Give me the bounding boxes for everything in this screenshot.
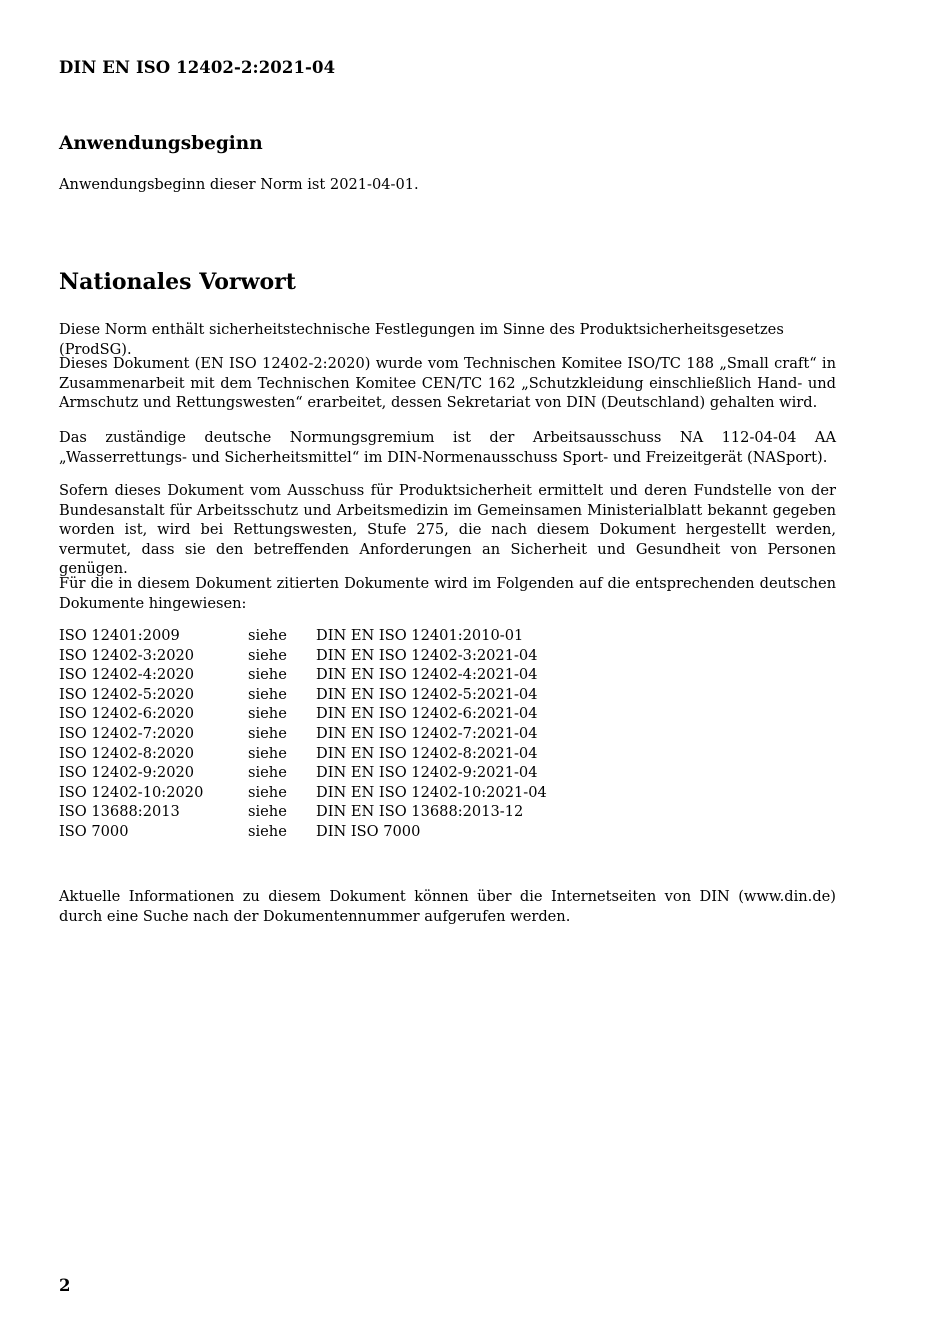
- closing-paragraph: Aktuelle Informationen zu diesem Dokument können über die Internetseiten von DIN (www.din.de) durch eine Suche nach der Dokumentennummer aufgerufen werden.: [59, 888, 836, 925]
- iso-reference: ISO 12401:2009: [59, 627, 180, 644]
- reference-table: [59, 626, 547, 842]
- iso-reference: ISO 7000: [59, 822, 129, 840]
- iso-reference: ISO 12402-3:2020: [59, 646, 195, 664]
- vorwort-paragraph: Für die in diesem Dokument zitierten Dokumente wird im Folgenden auf die entsprechenden deutschen Dokumente hingewiesen:: [59, 575, 836, 612]
- see-label: siehe: [248, 724, 287, 742]
- din-reference: DIN EN ISO 12401:2010-01: [316, 627, 524, 644]
- anwendungsbeginn-text: Anwendungsbeginn dieser Norm ist 2021-04-01.: [59, 176, 419, 193]
- iso-reference: ISO 12402-4:2020: [59, 666, 195, 684]
- see-label: siehe: [248, 783, 287, 801]
- see-label: siehe: [248, 666, 287, 684]
- iso-reference: ISO 12402-8:2020: [59, 744, 195, 762]
- page-number: 2: [59, 1276, 71, 1295]
- document-page: [59, 0, 836, 1343]
- din-reference: DIN EN ISO 12402-10:2021-04: [316, 783, 547, 801]
- document-id-header: DIN EN ISO 12402-2:2021-04: [59, 58, 336, 77]
- see-label: siehe: [248, 822, 287, 840]
- iso-reference: ISO 12402-7:2020: [59, 724, 195, 742]
- table-row: [59, 704, 547, 724]
- din-reference: DIN EN ISO 12402-4:2021-04: [316, 666, 538, 684]
- din-reference: DIN EN ISO 13688:2013-12: [316, 803, 524, 821]
- din-reference: DIN EN ISO 12402-9:2021-04: [316, 764, 538, 782]
- see-label: siehe: [248, 764, 287, 782]
- see-label: siehe: [248, 685, 287, 703]
- table-row: [59, 744, 547, 764]
- vorwort-paragraph: Das zuständige deutsche Normungsgremium ist der Arbeitsausschuss NA 112-04-04 AA „Wasserrettungs- und Sicherheitsmittel“ im DIN-Normenausschuss Sport- und Freizeitgerät (NASport).: [59, 429, 836, 466]
- section-heading-nationales-vorwort: Nationales Vorwort: [59, 269, 296, 295]
- din-reference: DIN EN ISO 12402-7:2021-04: [316, 724, 538, 742]
- vorwort-paragraph: Sofern dieses Dokument vom Ausschuss für Produktsicherheit ermittelt und deren Fundstelle von der Bundesanstalt für Arbeitsschutz und Arbeitsmedizin im Gemeinsamen Ministerialblatt bekannt gegeben worden ist, wird bei Rettungswesten, Stufe 275, die nach diesem Dokument hergestellt werden, vermutet, dass sie den betreffenden Anforderungen an Sicherheit und Gesundheit von Personen genügen.: [59, 482, 836, 578]
- table-row: [59, 822, 547, 842]
- see-label: siehe: [248, 646, 287, 664]
- table-row: [59, 763, 547, 783]
- vorwort-paragraph: Dieses Dokument (EN ISO 12402-2:2020) wurde vom Technischen Komitee ISO/TC 188 „Small craft“ in Zusammenarbeit mit dem Technischen Komitee CEN/TC 162 „Schutzkleidung einschließlich Hand- und Armschutz und Rettungswesten“ erarbeitet, dessen Sekretariat von DIN (Deutschland) gehalten wird.: [59, 355, 836, 412]
- see-label: siehe: [248, 627, 287, 644]
- din-reference: DIN EN ISO 12402-6:2021-04: [316, 705, 538, 723]
- table-row: [59, 783, 547, 803]
- section-heading-anwendungsbeginn: Anwendungsbeginn: [59, 133, 263, 154]
- see-label: siehe: [248, 803, 287, 821]
- see-label: siehe: [248, 744, 287, 762]
- iso-reference: ISO 12402-9:2020: [59, 764, 195, 782]
- table-row: [59, 665, 547, 685]
- table-row: [59, 724, 547, 744]
- table-row: [59, 646, 547, 666]
- iso-reference: ISO 12402-10:2020: [59, 783, 204, 801]
- din-reference: DIN EN ISO 12402-5:2021-04: [316, 685, 538, 703]
- iso-reference: ISO 13688:2013: [59, 803, 180, 821]
- table-row: [59, 802, 547, 822]
- vorwort-paragraph: Diese Norm enthält sicherheitstechnische Festlegungen im Sinne des Produktsicherheitsgesetzes (ProdSG).: [59, 321, 784, 358]
- din-reference: DIN EN ISO 12402-8:2021-04: [316, 744, 538, 762]
- table-row: [59, 626, 547, 646]
- iso-reference: ISO 12402-5:2020: [59, 685, 195, 703]
- table-row: [59, 685, 547, 705]
- iso-reference: ISO 12402-6:2020: [59, 705, 195, 723]
- din-reference: DIN ISO 7000: [316, 822, 421, 840]
- din-reference: DIN EN ISO 12402-3:2021-04: [316, 646, 538, 664]
- see-label: siehe: [248, 705, 287, 723]
